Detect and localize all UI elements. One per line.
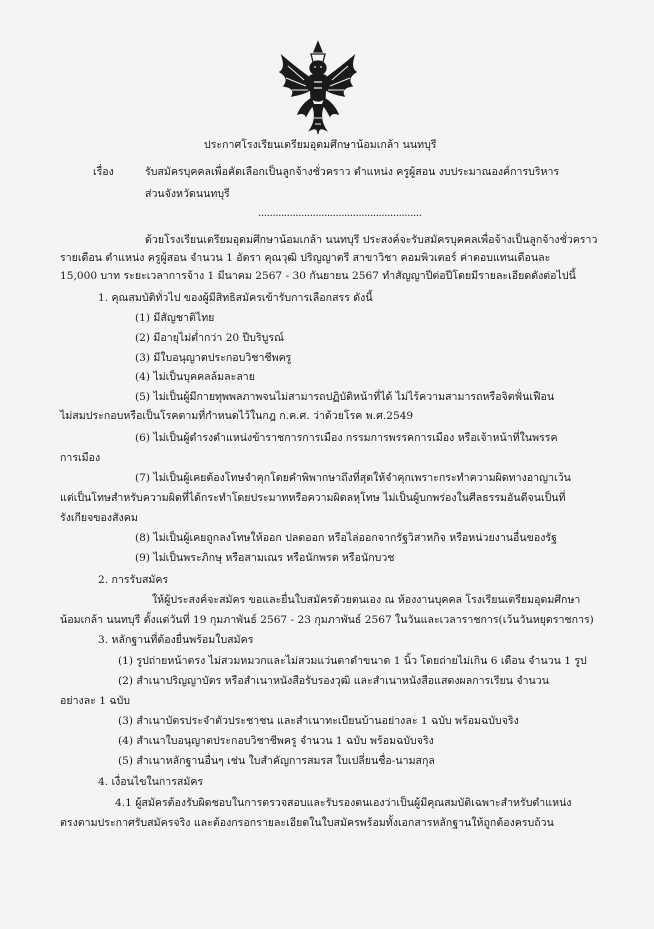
section-1-item-8: (8) ไม่เป็นผู้เคยถูกลงโทษให้ออก ปลดออก หรือไล่ออกจากรัฐวิสาหกิจ หรือหน่วยงานอื่นของรัฐ <box>135 532 557 544</box>
section-1-item-5-line-2: ไม่สมประกอบหรือเป็นโรคตามที่กำหนดไว้ในกฎ ก.ค.ศ. ว่าด้วยโรค พ.ศ.2549 <box>60 410 414 422</box>
section-1-item-7-line-2: แต่เป็นโทษสำหรับความผิดที่ได้กระทำโดยประมาทหรือความผิดลหุโทษ ไม่เป็นผู้บกพร่องในศีลธรรมอันดีจนเป็นที่ <box>60 492 566 504</box>
section-3-item-5: (5) สำเนาหลักฐานอื่นๆ เช่น ใบสำคัญการสมรส ใบเปลี่ยนชื่อ-นามสกุล <box>118 755 435 767</box>
section-2-line-2: น้อมเกล้า นนทบุรี ตั้งแต่วันที่ 19 กุมภาพันธ์ 2567 - 23 กุมภาพันธ์ 2567 ในวันและเวลาราชการ(เว้นวันหยุดราชการ) <box>60 614 594 626</box>
subject-label: เรื่อง <box>93 166 114 178</box>
section-1-item-6-line-1: (6) ไม่เป็นผู้ดำรงตำแหน่งข้าราชการการเมือง กรรมการพรรคการเมือง หรือเจ้าหน้าที่ในพรรค <box>135 432 558 444</box>
section-3-heading: 3. หลักฐานที่ต้องยื่นพร้อมใบสมัคร <box>98 634 254 646</box>
intro-line-2: รายเดือน ตำแหน่ง ครูผู้สอน จำนวน 1 อัตรา คุณวุฒิ ปริญญาตรี สาขาวิชา คอมพิวเตอร์ ค่าตอบแทนเดือนละ <box>60 252 551 264</box>
section-1-heading: 1. คุณสมบัติทั่วไป ของผู้มีสิทธิสมัครเข้ารับการเลือกสรร ดังนี้ <box>98 292 373 304</box>
section-3-item-4: (4) สำเนาใบอนุญาตประกอบวิชาชีพครู จำนวน 1 ฉบับ พร้อมฉบับจริง <box>118 735 434 747</box>
section-1-item-4: (4) ไม่เป็นบุคคลล้มละลาย <box>135 371 255 383</box>
section-4-line-2: ตรงตามประกาศรับสมัครจริง และต้องกรอกรายละเอียดในใบสมัครพร้อมทั้งเอกสารหลักฐานให้ถูกต้องครบถ้วน <box>60 817 554 829</box>
intro-line-1: ด้วยโรงเรียนเตรียมอุดมศึกษาน้อมเกล้า นนทบุรี ประสงค์จะรับสมัครบุคคลเพื่อจ้างเป็นลูกจ้างชั่วคราว <box>145 234 598 246</box>
subject-line-2: ส่วนจังหวัดนนทบุรี <box>145 188 230 200</box>
section-2-line-1: ให้ผู้ประสงค์จะสมัคร ขอและยื่นใบสมัครด้วยตนเอง ณ ห้องงานบุคคล โรงเรียนเตรียมอุดมศึกษา <box>152 594 581 606</box>
section-1-item-3: (3) มีใบอนุญาตประกอบวิชาชีพครู <box>135 352 292 364</box>
section-4-line-1: 4.1 ผู้สมัครต้องรับผิดชอบในการตรวจสอบและรับรองตนเองว่าเป็นผู้มีคุณสมบัติเฉพาะสำหรับตำแหน่ง <box>115 797 572 809</box>
announcement-title: ประกาศโรงเรียนเตรียมอุดมศึกษาน้อมเกล้า นนทบุรี <box>204 139 437 151</box>
section-3-item-1: (1) รูปถ่ายหน้าตรง ไม่สวมหมวกและไม่สวมแว่นตาดำขนาด 1 นิ้ว โดยถ่ายไม่เกิน 6 เดือน จำนวน 1 รูป <box>118 655 587 667</box>
subject-line-1: รับสมัครบุคคลเพื่อคัดเลือกเป็นลูกจ้างชั่วคราว ตำแหน่ง ครูผู้สอน งบประมาณองค์การบริหาร <box>145 166 560 178</box>
section-1-item-9: (9) ไม่เป็นพระภิกษุ หรือสามเณร หรือนักพรต หรือนักบวช <box>135 552 395 564</box>
section-1-item-5-line-1: (5) ไม่เป็นผู้มีกายทุพพลภาพจนไม่สามารถปฏิบัติหน้าที่ได้ ไม่ไร้ความสามารถหรือจิตฟั่นเฟือน <box>135 391 555 403</box>
section-1-item-1: (1) มีสัญชาติไทย <box>135 312 215 324</box>
section-2-heading: 2. การรับสมัคร <box>98 574 169 586</box>
section-3-item-2-line-2: อย่างละ 1 ฉบับ <box>60 695 131 707</box>
section-1-item-7-line-1: (7) ไม่เป็นผู้เคยต้องโทษจำคุกโดยคำพิพากษาถึงที่สุดให้จำคุกเพราะกระทำความผิดทางอาญาเว้น <box>135 472 571 484</box>
garuda-emblem-icon <box>268 38 368 138</box>
separator-line: ......................................................... <box>258 207 422 219</box>
section-1-item-2: (2) มีอายุไม่ต่ำกว่า 20 ปีบริบูรณ์ <box>135 332 284 344</box>
section-1-item-7-line-3: รังเกียจของสังคม <box>60 512 138 524</box>
section-3-item-2-line-1: (2) สำเนาปริญญาบัตร หรือสำเนาหนังสือรับรองวุฒิ และสำเนาหนังสือแสดงผลการเรียน จำนวน <box>118 675 549 687</box>
section-4-heading: 4. เงื่อนไขในการสมัคร <box>98 776 204 788</box>
section-3-item-3: (3) สำเนาบัตรประจำตัวประชาชน และสำเนาทะเบียนบ้านอย่างละ 1 ฉบับ พร้อมฉบับจริง <box>118 715 519 727</box>
intro-line-3: 15,000 บาท ระยะเวลาการจ้าง 1 มีนาคม 2567 - 30 กันยายน 2567 ทำสัญญาปีต่อปีโดยมีรายละเอียดดังต่อไปนี้ <box>60 270 576 282</box>
section-1-item-6-line-2: การเมือง <box>60 452 101 464</box>
